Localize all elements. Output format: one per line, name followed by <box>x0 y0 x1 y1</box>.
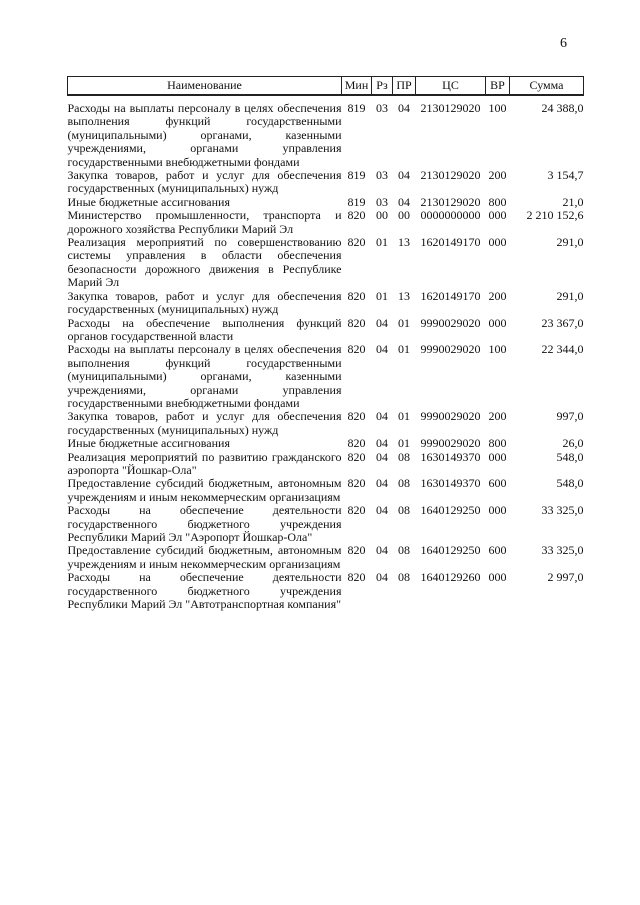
cell-vr: 000 <box>488 235 507 250</box>
cell-rz: 04 <box>376 570 388 585</box>
cell-sum: 26,0 <box>562 436 584 451</box>
cell-vr: 200 <box>488 288 507 303</box>
cell-min: 820 <box>347 208 366 223</box>
cell-cs: 1630149370 <box>420 476 481 491</box>
cell-min: 819 <box>347 194 366 209</box>
column-header-vr: ВР <box>486 77 510 96</box>
cell-vr: 100 <box>488 101 507 115</box>
cell-min: 820 <box>347 409 366 424</box>
cell-sum: 21,0 <box>562 194 584 209</box>
cell-rz: 04 <box>376 436 388 451</box>
cell-pr: 01 <box>398 315 410 330</box>
cell-pr: 08 <box>398 543 410 558</box>
cell-pr: 01 <box>398 409 410 424</box>
cell-sum: 24 388,0 <box>541 101 584 115</box>
table-row <box>68 410 584 437</box>
table-row <box>68 236 584 290</box>
cell-rz: 04 <box>376 449 388 464</box>
cell-sum: 2 210 152,6 <box>526 208 584 223</box>
cell-rz: 03 <box>376 101 388 115</box>
table-row <box>68 102 584 169</box>
cell-rz: 03 <box>376 168 388 183</box>
page-number: 6 <box>560 36 567 51</box>
cell-cs: 0000000000 <box>420 208 481 223</box>
cell-min: 819 <box>347 101 366 115</box>
table-row <box>68 437 584 450</box>
cell-name: Реализация мероприятий по совершенствованию системы управления в области обеспечения безопасности дорожного движения в Республике Марий Эл <box>67 235 342 290</box>
cell-cs: 2130129020 <box>420 101 481 115</box>
cell-vr: 200 <box>488 168 507 183</box>
cell-vr: 100 <box>488 342 507 357</box>
cell-cs: 2130129020 <box>420 168 481 183</box>
cell-cs: 9990029020 <box>420 315 481 330</box>
cell-name: Расходы на обеспечение выполнения функций органов государственной власти <box>67 315 342 343</box>
cell-rz: 04 <box>376 503 388 518</box>
cell-cs: 1640129260 <box>420 570 481 585</box>
cell-pr: 04 <box>398 194 410 209</box>
cell-name: Предоставление субсидий бюджетным, автономным учреждениям и иным некоммерческим организациям <box>67 476 342 504</box>
cell-rz: 03 <box>376 194 388 209</box>
cell-min: 820 <box>347 543 366 558</box>
cell-rz: 01 <box>376 235 388 250</box>
budget-table <box>67 76 584 611</box>
cell-cs: 1640129250 <box>420 503 481 518</box>
cell-pr: 13 <box>398 288 410 303</box>
cell-name: Расходы на обеспечение деятельности государственного бюджетного учреждения Республики Марий Эл "Аэропорт Йошкар-Ола" <box>67 503 342 544</box>
table-header <box>68 77 584 96</box>
cell-cs: 1640129250 <box>420 543 481 558</box>
cell-name: Иные бюджетные ассигнования <box>67 194 230 209</box>
table-row <box>68 343 584 410</box>
cell-sum: 291,0 <box>556 288 584 303</box>
cell-vr: 000 <box>488 208 507 223</box>
cell-min: 820 <box>347 342 366 357</box>
cell-cs: 2130129020 <box>420 194 481 209</box>
cell-rz: 01 <box>376 288 388 303</box>
table-row <box>68 169 584 196</box>
table-row <box>68 196 584 209</box>
cell-rz: 04 <box>376 543 388 558</box>
cell-cs: 1630149370 <box>420 449 481 464</box>
cell-min: 820 <box>347 288 366 303</box>
cell-pr: 08 <box>398 476 410 491</box>
table-row <box>68 451 584 478</box>
column-header-sum: Сумма <box>510 77 584 96</box>
cell-name: Расходы на обеспечение деятельности государственного бюджетного учреждения Республики Марий Эл "Автотранспортная компания" <box>67 570 342 612</box>
cell-name: Иные бюджетные ассигнования <box>67 436 230 451</box>
cell-vr: 000 <box>488 503 507 518</box>
cell-min: 820 <box>347 476 366 491</box>
table-row <box>68 477 584 504</box>
cell-min: 820 <box>347 570 366 585</box>
cell-vr: 800 <box>488 194 507 209</box>
cell-sum: 2 997,0 <box>547 570 584 585</box>
cell-pr: 08 <box>398 570 410 585</box>
table-row <box>68 317 584 344</box>
cell-vr: 600 <box>488 476 507 491</box>
cell-name: Реализация мероприятий по развитию гражданского аэропорта "Йошкар-Ола" <box>67 449 342 477</box>
table-row <box>68 571 584 611</box>
cell-rz: 04 <box>376 315 388 330</box>
cell-cs: 1620149170 <box>420 235 481 250</box>
cell-cs: 9990029020 <box>420 409 481 424</box>
column-header-pr: ПР <box>393 77 416 96</box>
cell-min: 820 <box>347 503 366 518</box>
cell-name: Расходы на выплаты персоналу в целях обеспечения выполнения функций государственными (муниципальными) органами, казенными учреждениями, органами управления государственными внебюджетными фондами <box>67 342 342 410</box>
cell-sum: 33 325,0 <box>541 503 584 518</box>
cell-cs: 9990029020 <box>420 436 481 451</box>
column-header-name: Наименование <box>68 77 342 96</box>
cell-min: 820 <box>347 449 366 464</box>
cell-name: Закупка товаров, работ и услуг для обеспечения государственных (муниципальных) нужд <box>67 168 342 196</box>
cell-sum: 997,0 <box>556 409 584 424</box>
cell-pr: 04 <box>398 168 410 183</box>
cell-pr: 01 <box>398 342 410 357</box>
cell-name: Закупка товаров, работ и услуг для обеспечения государственных (муниципальных) нужд <box>67 409 342 437</box>
cell-pr: 01 <box>398 436 410 451</box>
cell-rz: 04 <box>376 342 388 357</box>
cell-rz: 00 <box>376 208 388 223</box>
cell-vr: 000 <box>488 570 507 585</box>
cell-vr: 600 <box>488 543 507 558</box>
cell-sum: 22 344,0 <box>541 342 584 357</box>
cell-min: 820 <box>347 315 366 330</box>
column-header-rz: Рз <box>372 77 393 96</box>
cell-pr: 08 <box>398 449 410 464</box>
cell-vr: 200 <box>488 409 507 424</box>
cell-name: Расходы на выплаты персоналу в целях обеспечения выполнения функций государственными (муниципальными) органами, казенными учреждениями, органами управления государственными внебюджетными фондами <box>67 101 342 169</box>
cell-sum: 291,0 <box>556 235 584 250</box>
cell-vr: 000 <box>488 449 507 464</box>
cell-name: Предоставление субсидий бюджетным, автономным учреждениям и иным некоммерческим организациям <box>67 543 342 571</box>
cell-pr: 08 <box>398 503 410 518</box>
column-header-cs: ЦС <box>416 77 486 96</box>
table-row <box>68 290 584 317</box>
cell-vr: 000 <box>488 315 507 330</box>
cell-sum: 3 154,7 <box>547 168 584 183</box>
cell-rz: 04 <box>376 409 388 424</box>
column-header-min: Мин <box>342 77 372 96</box>
cell-min: 819 <box>347 168 366 183</box>
cell-pr: 00 <box>398 208 410 223</box>
cell-sum: 33 325,0 <box>541 543 584 558</box>
cell-pr: 13 <box>398 235 410 250</box>
cell-sum: 548,0 <box>556 449 584 464</box>
table-row <box>68 504 584 544</box>
cell-vr: 800 <box>488 436 507 451</box>
table-body <box>68 102 584 611</box>
cell-cs: 9990029020 <box>420 342 481 357</box>
cell-sum: 548,0 <box>556 476 584 491</box>
cell-name: Закупка товаров, работ и услуг для обеспечения государственных (муниципальных) нужд <box>67 288 342 317</box>
cell-sum: 23 367,0 <box>541 315 584 330</box>
cell-cs: 1620149170 <box>420 288 481 303</box>
cell-rz: 04 <box>376 476 388 491</box>
table-row <box>68 209 584 236</box>
cell-name: Министерство промышленности, транспорта и дорожного хозяйства Республики Марий Эл <box>67 208 342 236</box>
cell-min: 820 <box>347 235 366 250</box>
cell-min: 820 <box>347 436 366 451</box>
table-row <box>68 544 584 571</box>
cell-pr: 04 <box>398 101 410 115</box>
